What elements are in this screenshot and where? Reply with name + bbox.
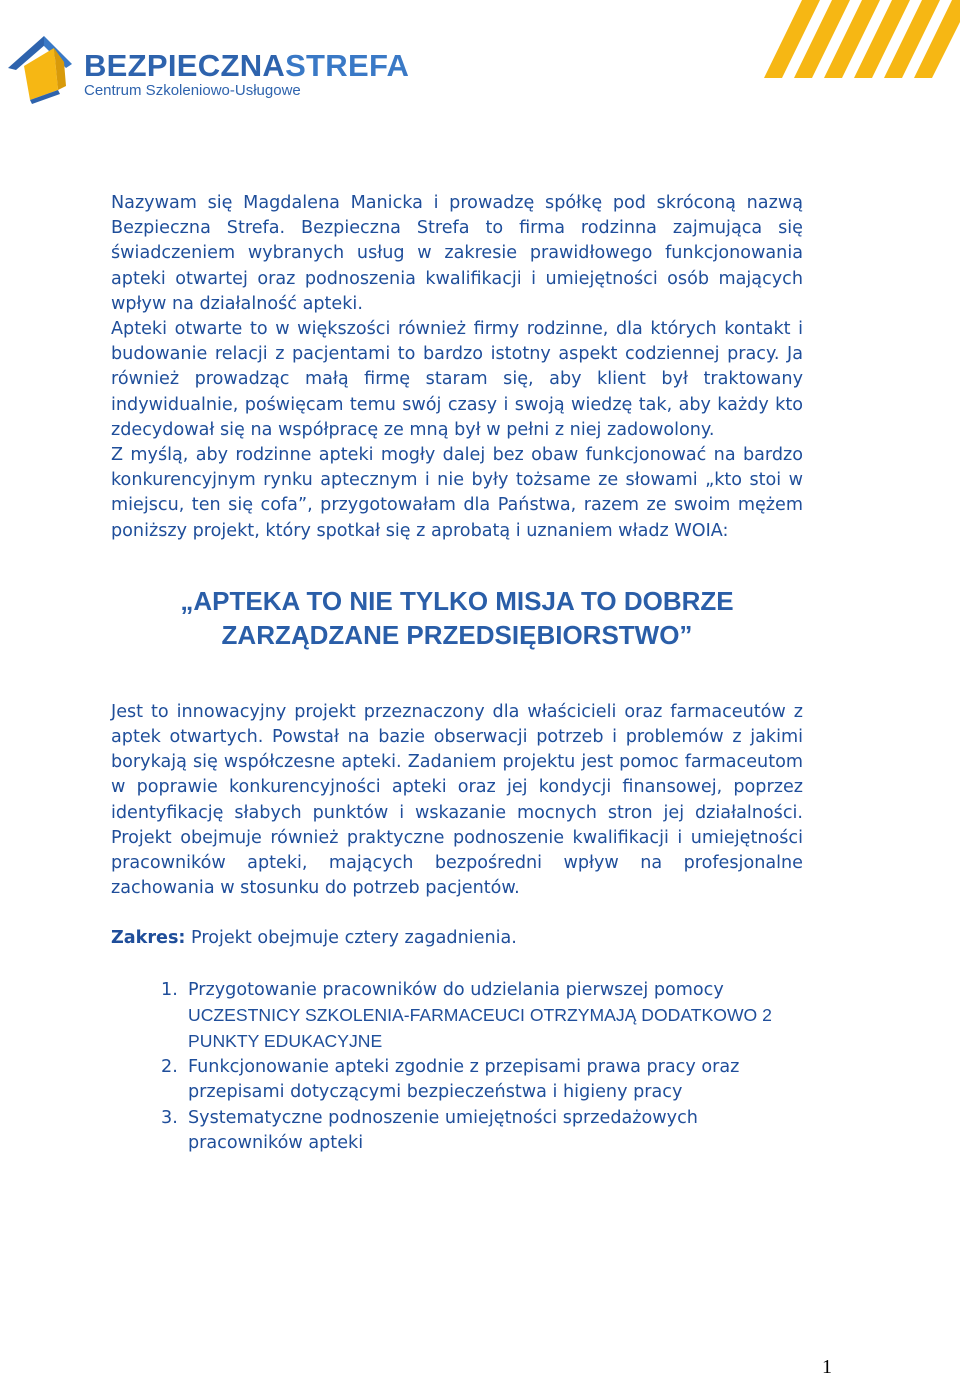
topics-list bbox=[111, 978, 803, 1156]
intro-paragraph: Nazywam się Magdalena Manicka i prowadzę spółkę pod skróconą nazwą Bezpieczna Strefa. Bezpieczna Strefa to firma rodzinna zajmująca się świadczeniem wybranych usług w zakresie prawidłowego funkcjonowania apteki otwartej oraz podnoszenia kwalifikacji i umiejętności osób mających wpływ na działalność apteki. bbox=[111, 193, 803, 314]
document-body bbox=[111, 191, 803, 1156]
page-number: 1 bbox=[822, 1356, 832, 1378]
list-item-text: Systematyczne podnoszenie umiejętności sprzedażowych pracowników apteki bbox=[188, 1107, 698, 1153]
scope-line bbox=[111, 926, 803, 951]
house-roof-logo-icon bbox=[6, 34, 78, 104]
project-title-line1: „APTEKA TO NIE TYLKO MISJA TO DOBRZE bbox=[180, 585, 734, 616]
project-description: Jest to innowacyjny projekt przeznaczony dla właścicieli oraz farmaceutów z aptek otwartych. Powstał na bazie obserwacji potrzeb i problemów z jakimi borykają się współczesne apteki. Zadaniem projektu jest pomoc farmaceutom w poprawie konkurencyjności apteki oraz jej kondycji finansowej, poprzez identyfikację słabych punktów i wskazanie mocnych stron jej działalności. Projekt obejmuje również praktyczne podnoszenie kwalifikacji i umiejętności pracowników apteki, mających bezpośredni wpływ na profesjonalne zachowania w stosunku do potrzeb pacjentów. bbox=[111, 701, 803, 899]
yellow-stripes-decoration bbox=[760, 0, 960, 82]
list-item-number: 3. bbox=[161, 1107, 178, 1128]
brand-logo bbox=[84, 50, 409, 100]
list-item bbox=[111, 1106, 803, 1156]
list-item bbox=[111, 1055, 803, 1105]
brand-subtitle: Centrum Szkoleniowo-Usługowe bbox=[84, 82, 301, 99]
project-title bbox=[111, 584, 803, 652]
list-item-number: 2. bbox=[161, 1057, 178, 1078]
list-item-note: UCZESTNICY SZKOLENIA-FARMACEUCI OTRZYMAJĄ DODATKOWO 2 PUNKTY EDUKACYJNE bbox=[188, 1004, 772, 1052]
list-item-text: Funkcjonowanie apteki zgodnie z przepisami prawa pracy oraz przepisami dotyczącymi bezpieczeństwa i higieny pracy bbox=[188, 1057, 740, 1103]
scope-text: Projekt obejmuje cztery zagadnienia. bbox=[191, 928, 517, 949]
second-paragraph: Apteki otwarte to w większości również firmy rodzinne, dla których kontakt i budowanie relacji z pacjentami to bardzo istotny aspekt codziennej pracy. Ja również prowadząc małą firmę staram się, aby klient był traktowany indywidualnie, poświęcam temu swój czasy i swoją wiedzę tak, aby każdy kto zdecydował się na współpracę ze mną był w pełni z niej zadowolony. bbox=[111, 319, 803, 440]
brand-name: BEZPIECZNASTREFA bbox=[84, 48, 410, 83]
scope-label: Zakres: bbox=[111, 928, 186, 949]
list-item bbox=[111, 978, 803, 1056]
document-header bbox=[0, 0, 960, 120]
list-item-number: 1. bbox=[161, 979, 178, 1000]
third-paragraph: Z myślą, aby rodzinne apteki mogły dalej bez obaw funkcjonować na bardzo konkurencyjnym rynku aptecznym i nie były tożsame ze słowami „kto stoi w miejscu, ten się cofa”, przygotowałam dla Państwa, razem ze swoim mężem poniższy projekt, który spotkał się z aprobatą i uznaniem władz WOIA: bbox=[111, 445, 803, 541]
project-title-line2: ZARZĄDZANE PRZEDSIĘBIORSTWO” bbox=[221, 619, 693, 650]
list-item-text: Przygotowanie pracowników do udzielania pierwszej pomocy bbox=[188, 979, 724, 1000]
